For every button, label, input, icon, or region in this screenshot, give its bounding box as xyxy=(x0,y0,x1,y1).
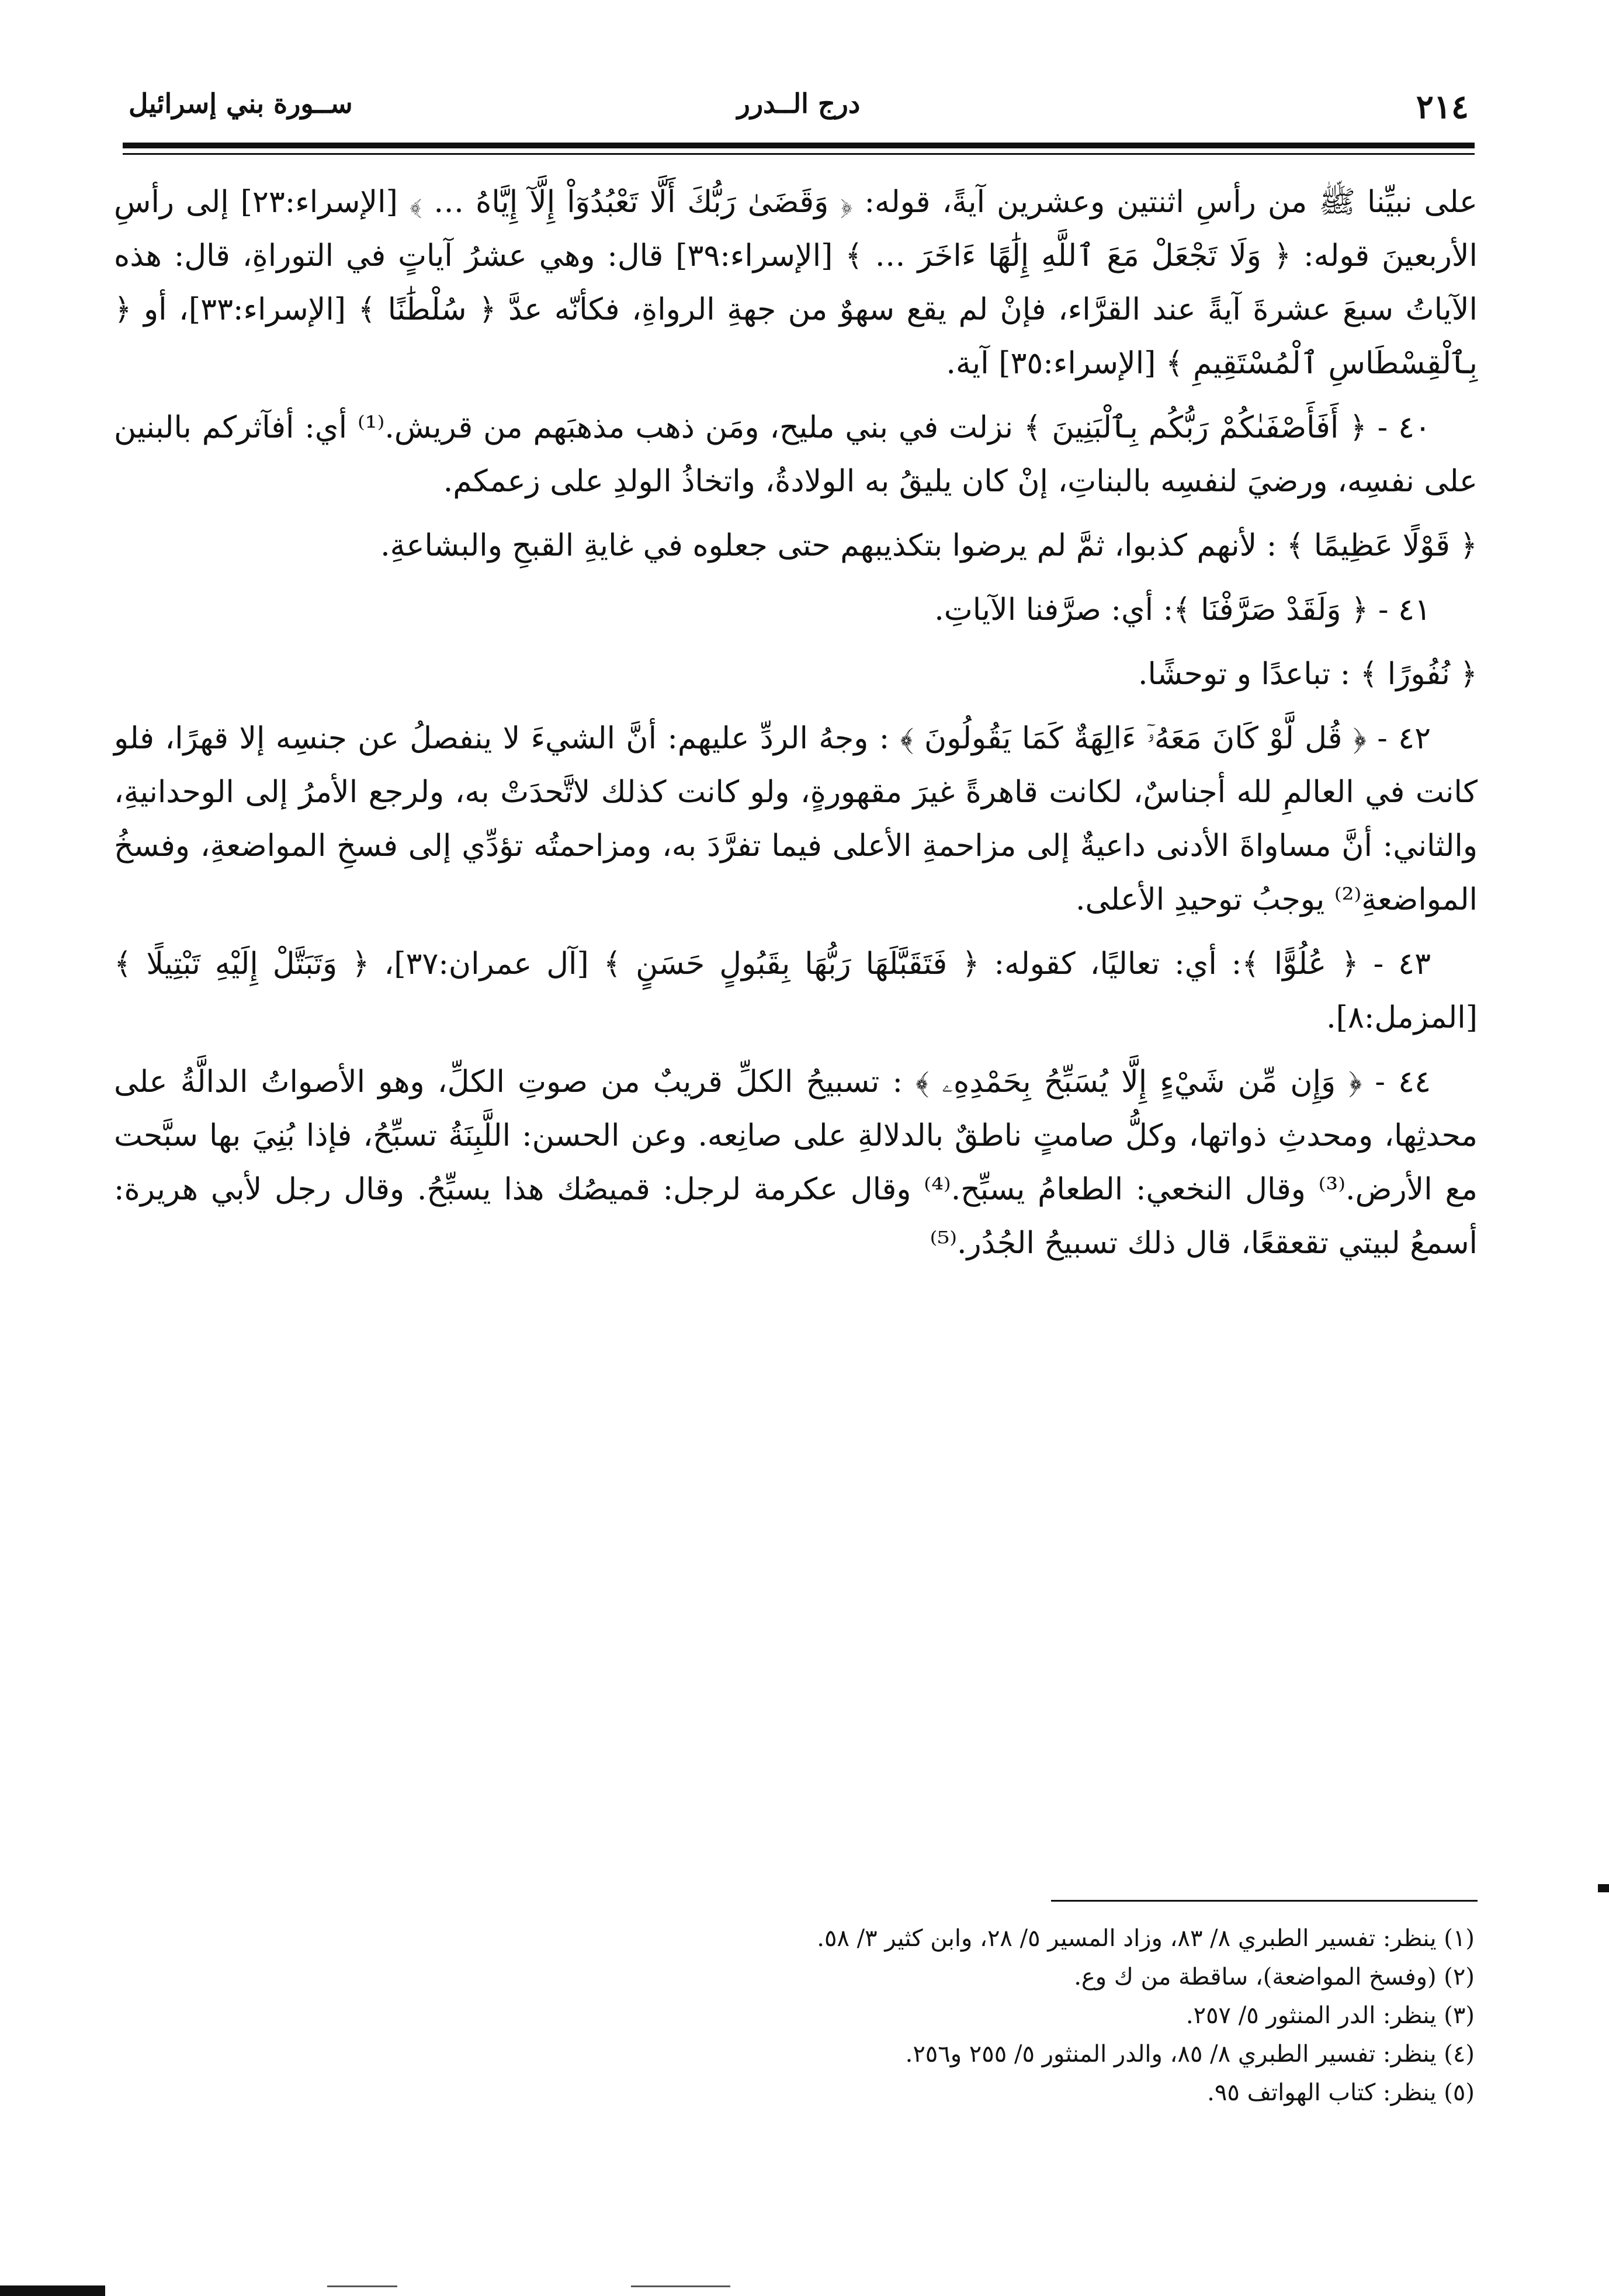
header-rule-thick xyxy=(123,143,1475,148)
scan-bottom-line xyxy=(631,2285,730,2287)
paragraph-qawlan-aziman: ﴿ قَوْلًا عَظِيمًا ﴾ : لأنهم كذبوا، ثمَّ لم يرضوا بتكذيبهم حتى جعلوه في غايةِ القبحِ والبشاعةِ. xyxy=(380,528,1478,563)
footnotes xyxy=(526,1919,1475,2112)
book-title: درج الــدرر xyxy=(737,88,861,119)
page-number: ٢١٤ xyxy=(1416,88,1469,126)
header-rule-thin xyxy=(123,153,1475,155)
paragraph-verse-42: ٤٢ - ﴿ قُل لَّوْ كَانَ مَعَهُۥٓ ءَالِهَةٌ كَمَا يَقُولُونَ ﴾ : وجهُ الردِّ عليهم: أنَّ الشيءَ لا ينفصلُ عن جنسِه إلا قهرًا، فلو كانت في العالمِ لله أجناسٌ، لكانت قاهرةً غيرَ مقهورةٍ، ولو كانت كذلك لاتَّحدَتْ به، ولرجع الأمرُ إلى الوحدانيةِ، والثاني: أنَّ مساواةَ الأدنى داعيةٌ إلى مزاحمةِ الأعلى فيما تفرَّدَ به، ومزاحمتُه تؤدِّي إلى فسخِ المواضعةِ، وفسخُ المواضعةِ⁽²⁾ يوجبُ توحيدِ الأعلى. xyxy=(114,721,1478,917)
scan-bottom-line xyxy=(327,2285,397,2287)
paragraph-verse-44: ٤٤ - ﴿ وَإِن مِّن شَيْءٍ إِلَّا يُسَبِّحُ بِحَمْدِهِۦ ﴾ : تسبيحُ الكلِّ قريبٌ من صوتِ الكلِّ، وهو الأصواتُ الدالَّةُ على محدثِها، ومحدثِ ذواتها، وكلُّ صامتٍ ناطقٌ بالدلالةِ على صانِعه. وعن الحسن: اللَّبِنَةُ تسبِّحُ، فإذا بُنِيَ بها سبَّحت مع الأرض.⁽³⁾ وقال النخعي: الطعامُ يسبِّح.⁽⁴⁾ وقال عكرمة لرجل: قميصُك هذا يسبِّحُ. وقال رجل لأبي هريرة: أسمعُ لبيتي تقعقعًا، قال ذلك تسبيحُ الجُدُر.⁽⁵⁾ xyxy=(114,1064,1478,1261)
running-header xyxy=(123,82,1475,146)
scan-bottom-bar xyxy=(0,2285,105,2296)
footnote-4: (٤) ينظر: تفسير الطبري ٨/ ٨٥، والدر المنثور ٥/ ٢٥٥ و٢٥٦. xyxy=(905,2041,1475,2068)
main-text xyxy=(114,175,1478,1281)
footnote-5: (٥) ينظر: كتاب الهواتف ٩٥. xyxy=(1207,2079,1475,2106)
footnote-1: (١) ينظر: تفسير الطبري ٨/ ٨٣، وزاد المسير ٥/ ٢٨، وابن كثير ٣/ ٥٨. xyxy=(817,1925,1475,1952)
surah-title: ســورة بني إسرائيل xyxy=(129,88,353,119)
paragraph-verse-40: ٤٠ - ﴿ أَفَأَصْفَىٰكُمْ رَبُّكُم بِٱلْبَنِينَ ﴾ نزلت في بني مليح، ومَن ذهب مذهبَهم من قريش.⁽¹⁾ أي: أفآثركم بالبنين على نفسِه، ورضيَ لنفسِه بالبناتِ، إنْ كان يليقُ به الولادةُ، واتخاذُ الولدِ على زعمكم. xyxy=(114,410,1478,499)
footnote-3: (٣) ينظر: الدر المنثور ٥/ ٢٥٧. xyxy=(1185,2002,1475,2029)
paragraph-verse-41: ٤١ - ﴿ وَلَقَدْ صَرَّفْنَا ﴾: أي: صرَّفنا الآياتِ. xyxy=(934,592,1431,627)
paragraph-verse-43: ٤٣ - ﴿ عُلُوًّا ﴾: أي: تعاليًا، كقوله: ﴿ فَتَقَبَّلَهَا رَبُّهَا بِقَبُولٍ حَسَنٍ ﴾ [آل عمران:٣٧]، ﴿ وَتَبَتَّلْ إِلَيْهِ تَبْتِيلًا ﴾ [المزمل:٨]. xyxy=(114,946,1478,1035)
scan-edge-mark xyxy=(1598,1884,1609,1892)
footnote-separator xyxy=(1051,1900,1478,1902)
paragraph-nufuran: ﴿ نُفُورًا ﴾ : تباعدًا و توحشًا. xyxy=(1138,657,1478,692)
paragraph-intro: على نبيِّنا ﷺ من رأسِ اثنتين وعشرين آيةً، قوله: ﴿ وَقَضَىٰ رَبُّكَ أَلَّا تَعْبُدُوٓاْ إِلَّآ إِيَّاهُ … ﴾ [الإسراء:٢٣] إلى رأسِ الأربعينَ قوله: ﴿ وَلَا تَجْعَلْ مَعَ ٱللَّهِ إِلَٰهًا ءَاخَرَ … ﴾ [الإسراء:٣٩] قال: وهي عشرُ آياتٍ في التوراةِ، قال: هذه الآياتُ سبعَ عشرةَ آيةً عند القرَّاء، فإنْ لم يقع سهوٌ من جهةِ الرواةِ، فكأنّه عدَّ ﴿ سُلْطَٰنًا ﴾ [الإسراء:٣٣]، أو ﴿ بِٱلْقِسْطَاسِ ٱلْمُسْتَقِيمِ ﴾ [الإسراء:٣٥] آية. xyxy=(114,185,1478,381)
footnote-2: (٢) (وفسخ المواضعة)، ساقطة من ك وع. xyxy=(1074,1964,1475,1990)
